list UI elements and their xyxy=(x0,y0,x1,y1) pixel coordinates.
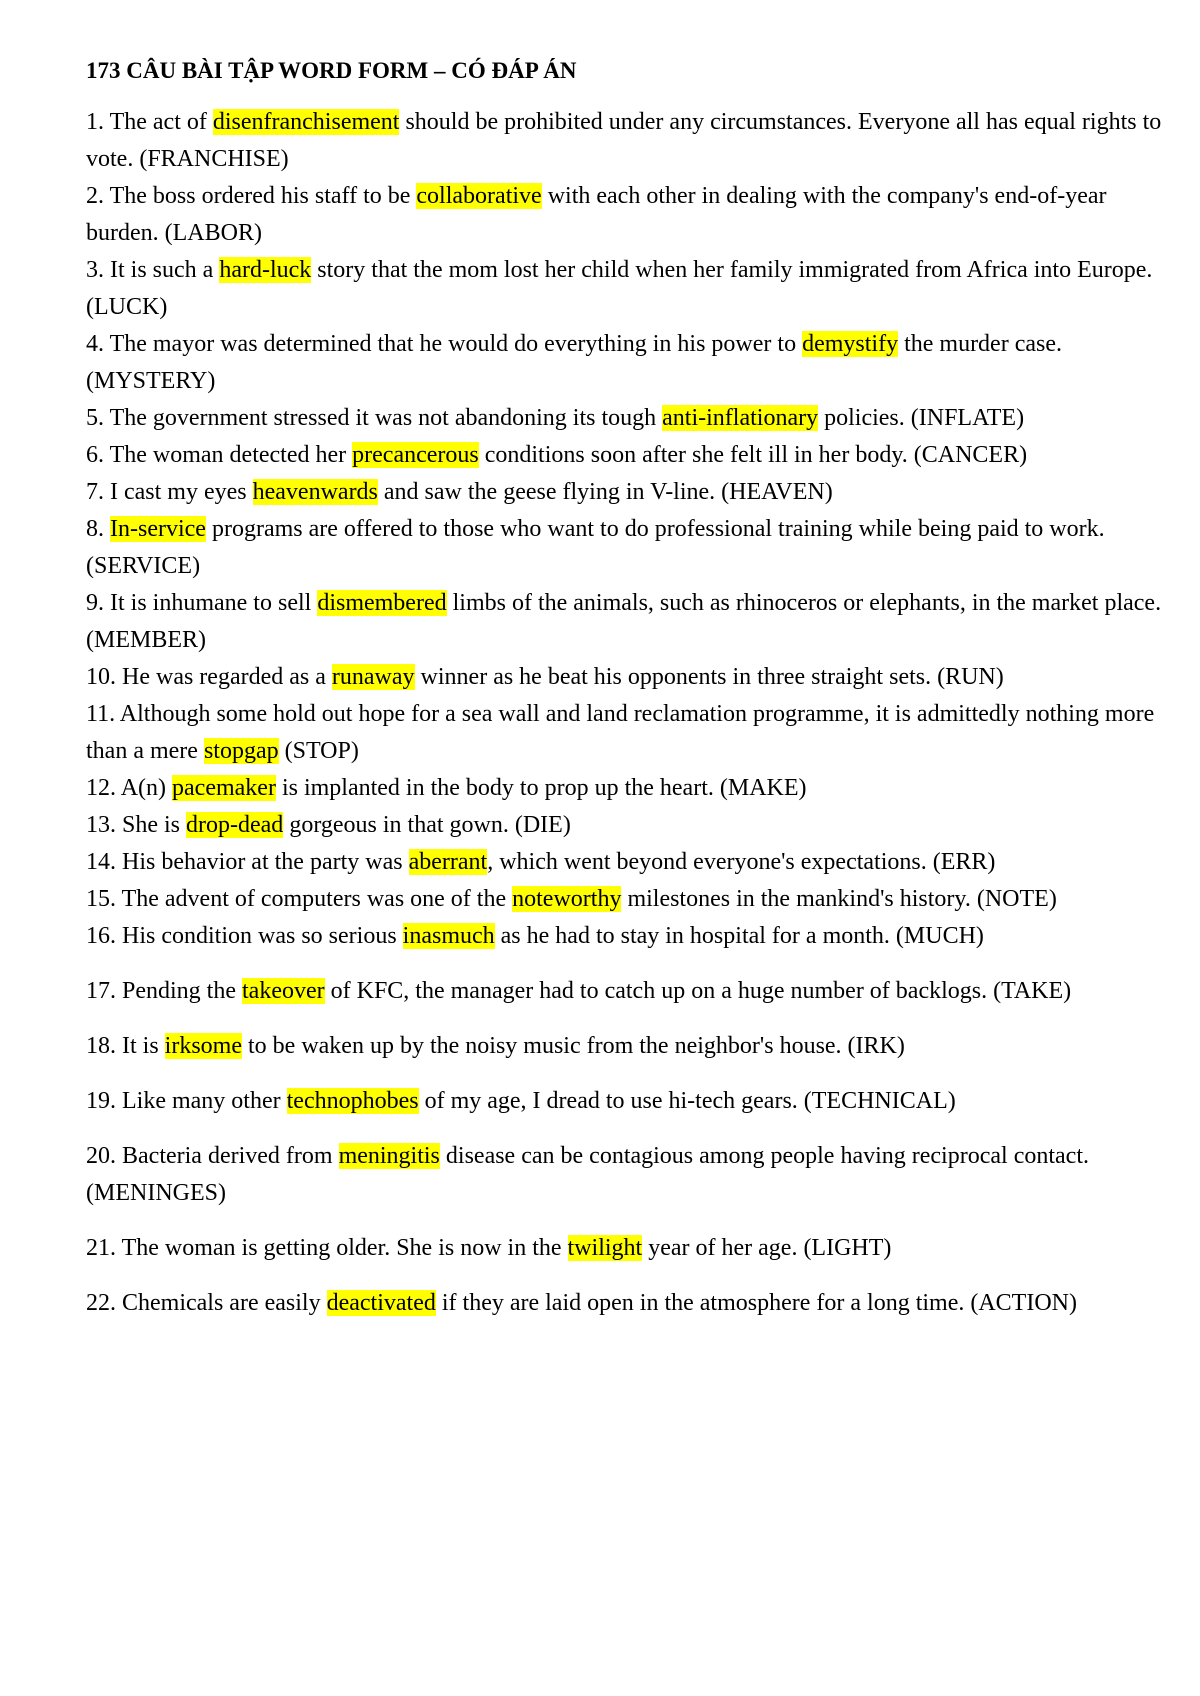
item-text-before: Bacteria derived from xyxy=(122,1143,333,1169)
item-text-after: policies. (INFLATE) xyxy=(824,405,1025,431)
exercise-item-10 xyxy=(86,659,1166,696)
answer-highlight: collaborative xyxy=(416,183,542,209)
answer-highlight: anti-inflationary xyxy=(662,405,819,431)
item-text-before: He was regarded as a xyxy=(122,664,326,690)
exercise-item-8 xyxy=(86,511,1166,585)
document-title: 173 CÂU BÀI TẬP WORD FORM – CÓ ĐÁP ÁN xyxy=(86,58,577,83)
item-number: 2. xyxy=(86,183,104,209)
item-text-after: conditions soon after she felt ill in her body. (CANCER) xyxy=(484,442,1028,468)
answer-highlight: dismembered xyxy=(317,590,447,616)
exercise-item-18 xyxy=(86,1028,1166,1065)
exercise-item-2 xyxy=(86,178,1166,252)
item-text-before: A(n) xyxy=(120,775,167,801)
exercise-item-13 xyxy=(86,807,1166,844)
item-text-after: and saw the geese flying in V-line. (HEAVEN) xyxy=(383,479,833,505)
item-text-after: of KFC, the manager had to catch up on a huge number of backlogs. (TAKE) xyxy=(330,978,1072,1004)
item-text-before: It is such a xyxy=(110,257,214,283)
exercise-item-16 xyxy=(86,918,1166,955)
item-number: 18. xyxy=(86,1033,116,1059)
exercise-item-5 xyxy=(86,400,1166,437)
item-text-before: The woman is getting older. She is now in the xyxy=(121,1235,562,1261)
answer-highlight: hard-luck xyxy=(219,257,312,283)
item-number: 11. xyxy=(86,701,116,727)
item-text-after: of my age, I dread to use hi-tech gears. (TECHNICAL) xyxy=(424,1088,956,1114)
item-number: 21. xyxy=(86,1235,116,1261)
exercise-item-3 xyxy=(86,252,1166,326)
exercise-item-22 xyxy=(86,1285,1166,1322)
item-text-after: programs are offered to those who want to do professional training while being paid to work. (SERVICE) xyxy=(86,516,1105,579)
item-text-before: It is inhumane to sell xyxy=(110,590,312,616)
exercise-item-7 xyxy=(86,474,1166,511)
item-text-after: winner as he beat his opponents in three straight sets. (RUN) xyxy=(420,664,1004,690)
exercise-item-1 xyxy=(86,104,1166,178)
item-number: 22. xyxy=(86,1290,116,1316)
item-text-after: is implanted in the body to prop up the heart. (MAKE) xyxy=(281,775,807,801)
item-text-after: to be waken up by the noisy music from the neighbor's house. (IRK) xyxy=(248,1033,905,1059)
item-text-before: Chemicals are easily xyxy=(122,1290,321,1316)
item-text-before: The government stressed it was not abandoning its tough xyxy=(109,405,657,431)
answer-highlight: irksome xyxy=(164,1033,242,1059)
item-text-before: Although some hold out hope for a sea wall and land reclamation programme, it is admittedly nothing more than a mere xyxy=(86,701,1155,764)
item-number: 4. xyxy=(86,331,104,357)
item-number: 16. xyxy=(86,923,116,949)
exercise-item-12 xyxy=(86,770,1166,807)
answer-highlight: inasmuch xyxy=(402,923,495,949)
item-number: 5. xyxy=(86,405,104,431)
answer-highlight: precancerous xyxy=(352,442,479,468)
item-number: 15. xyxy=(86,886,116,912)
item-text-after: story that the mom lost her child when her family immigrated from Africa into Europe. (LUCK) xyxy=(86,257,1153,320)
item-text-before: I cast my eyes xyxy=(110,479,247,505)
item-text-after: gorgeous in that gown. (DIE) xyxy=(289,812,571,838)
answer-highlight: stopgap xyxy=(203,738,279,764)
exercise-item-6 xyxy=(86,437,1166,474)
item-number: 19. xyxy=(86,1088,116,1114)
item-text-before: It is xyxy=(122,1033,159,1059)
item-text-after: as he had to stay in hospital for a month. (MUCH) xyxy=(500,923,984,949)
item-text-before: His behavior at the party was xyxy=(122,849,403,875)
item-text-after: , which went beyond everyone's expectations. (ERR) xyxy=(487,849,996,875)
item-number: 3. xyxy=(86,257,104,283)
item-number: 10. xyxy=(86,664,116,690)
item-text-after: (STOP) xyxy=(284,738,359,764)
answer-highlight: twilight xyxy=(567,1235,643,1261)
answer-highlight: runaway xyxy=(331,664,415,690)
document-page xyxy=(86,56,1166,1322)
item-text-after: year of her age. (LIGHT) xyxy=(648,1235,892,1261)
item-text-before: His condition was so serious xyxy=(122,923,397,949)
exercise-item-11 xyxy=(86,696,1166,770)
item-text-before: The boss ordered his staff to be xyxy=(109,183,411,209)
item-number: 17. xyxy=(86,978,116,1004)
exercise-item-15 xyxy=(86,881,1166,918)
exercise-item-20 xyxy=(86,1138,1166,1212)
answer-highlight: meningitis xyxy=(338,1143,440,1169)
item-number: 1. xyxy=(86,109,104,135)
item-text-before: The act of xyxy=(109,109,207,135)
answer-highlight: drop-dead xyxy=(186,812,284,838)
item-text-after: if they are laid open in the atmosphere for a long time. (ACTION) xyxy=(441,1290,1077,1316)
item-text-before: The advent of computers was one of the xyxy=(121,886,507,912)
answer-highlight: pacemaker xyxy=(172,775,276,801)
item-text-after: disease can be contagious among people having reciprocal contact. (MENINGES) xyxy=(86,1143,1089,1206)
exercise-item-9 xyxy=(86,585,1166,659)
answer-highlight: deactivated xyxy=(326,1290,436,1316)
exercise-item-21 xyxy=(86,1230,1166,1267)
answer-highlight: technophobes xyxy=(286,1088,419,1114)
item-number: 12. xyxy=(86,775,116,801)
item-number: 20. xyxy=(86,1143,116,1169)
item-text-after: the murder case. (MYSTERY) xyxy=(86,331,1062,394)
answer-highlight: disenfranchisement xyxy=(212,109,400,135)
item-text-after: with each other in dealing with the company's end-of-year burden. (LABOR) xyxy=(86,183,1107,246)
item-number: 14. xyxy=(86,849,116,875)
item-text-before: Pending the xyxy=(122,978,236,1004)
item-number: 8. xyxy=(86,516,104,542)
exercise-item-14 xyxy=(86,844,1166,881)
item-number: 13. xyxy=(86,812,116,838)
item-text-after: limbs of the animals, such as rhinoceros or elephants, in the market place. (MEMBER) xyxy=(86,590,1162,653)
item-number: 9. xyxy=(86,590,104,616)
exercise-item-4 xyxy=(86,326,1166,400)
item-text-before: She is xyxy=(122,812,181,838)
answer-highlight: aberrant xyxy=(408,849,488,875)
exercise-item-17 xyxy=(86,973,1166,1010)
exercise-item-19 xyxy=(86,1083,1166,1120)
answer-highlight: heavenwards xyxy=(252,479,378,505)
answer-highlight: In-service xyxy=(110,516,206,542)
item-text-after: should be prohibited under any circumstances. Everyone all has equal rights to vote. (FRANCHISE) xyxy=(86,109,1162,172)
answer-highlight: takeover xyxy=(242,978,325,1004)
item-text-before: Like many other xyxy=(122,1088,281,1114)
item-text-after: milestones in the mankind's history. (NOTE) xyxy=(627,886,1057,912)
item-text-before: The woman detected her xyxy=(109,442,347,468)
answer-highlight: demystify xyxy=(802,331,899,357)
item-number: 6. xyxy=(86,442,104,468)
item-text-before: The mayor was determined that he would do everything in his power to xyxy=(109,331,797,357)
answer-highlight: noteworthy xyxy=(512,886,622,912)
item-number: 7. xyxy=(86,479,104,505)
